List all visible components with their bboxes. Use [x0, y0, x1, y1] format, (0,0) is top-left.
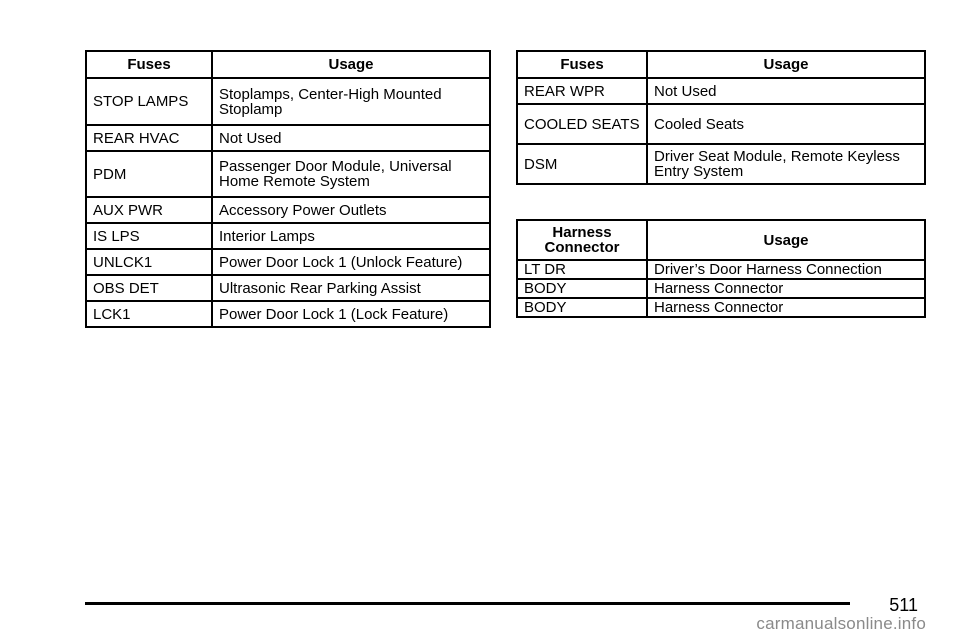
table-row — [517, 260, 925, 279]
connector-code: LT DR — [517, 260, 647, 279]
fuse-table-left — [85, 50, 491, 328]
fuse-code: LCK1 — [86, 301, 212, 327]
table-row — [86, 301, 490, 327]
fuse-code: REAR WPR — [517, 78, 647, 104]
fuse-usage: Ultrasonic Rear Parking Assist — [212, 275, 490, 301]
column-header-usage: Usage — [647, 51, 925, 78]
fuse-usage: Interior Lamps — [212, 223, 490, 249]
fuse-code: COOLED SEATS — [517, 104, 647, 144]
table-row — [517, 104, 925, 144]
connector-usage: Driver’s Door Harness Connection — [647, 260, 925, 279]
table-row — [517, 298, 925, 317]
fuse-usage: Stoplamps, Center-High Mounted Stoplamp — [212, 78, 490, 125]
table-header-row — [517, 220, 925, 260]
fuse-usage: Cooled Seats — [647, 104, 925, 144]
table-row — [86, 275, 490, 301]
table-row — [86, 125, 490, 151]
table-row — [86, 249, 490, 275]
fuse-usage: Not Used — [647, 78, 925, 104]
fuse-code: IS LPS — [86, 223, 212, 249]
footer-rule — [85, 602, 850, 605]
table-row — [86, 78, 490, 125]
fuse-usage: Accessory Power Outlets — [212, 197, 490, 223]
fuse-code: OBS DET — [86, 275, 212, 301]
fuse-usage: Power Door Lock 1 (Unlock Feature) — [212, 249, 490, 275]
table-header-row — [86, 51, 490, 78]
connector-code: BODY — [517, 279, 647, 298]
fuse-table-right — [516, 50, 926, 185]
fuse-usage: Power Door Lock 1 (Lock Feature) — [212, 301, 490, 327]
fuse-code: AUX PWR — [86, 197, 212, 223]
table-header-row — [517, 51, 925, 78]
watermark: carmanualsonline.info — [756, 614, 926, 633]
table-row — [86, 151, 490, 197]
table-row — [86, 197, 490, 223]
connector-usage: Harness Connector — [647, 279, 925, 298]
fuse-usage: Not Used — [212, 125, 490, 151]
column-header-usage: Usage — [212, 51, 490, 78]
fuse-code: UNLCK1 — [86, 249, 212, 275]
table-row — [517, 78, 925, 104]
harness-connector-table — [516, 219, 926, 318]
page-number: 511 — [889, 595, 918, 615]
column-header-harness-connector: Harness Connector — [517, 220, 647, 260]
table-row — [86, 223, 490, 249]
column-header-fuses: Fuses — [86, 51, 212, 78]
table-row — [517, 279, 925, 298]
table-row — [517, 144, 925, 184]
fuse-usage: Driver Seat Module, Remote Keyless Entry System — [647, 144, 925, 184]
fuse-code: REAR HVAC — [86, 125, 212, 151]
column-header-usage: Usage — [647, 220, 925, 260]
fuse-code: DSM — [517, 144, 647, 184]
fuse-code: PDM — [86, 151, 212, 197]
connector-code: BODY — [517, 298, 647, 317]
column-header-fuses: Fuses — [517, 51, 647, 78]
fuse-usage: Passenger Door Module, Universal Home Remote System — [212, 151, 490, 197]
connector-usage: Harness Connector — [647, 298, 925, 317]
fuse-code: STOP LAMPS — [86, 78, 212, 125]
